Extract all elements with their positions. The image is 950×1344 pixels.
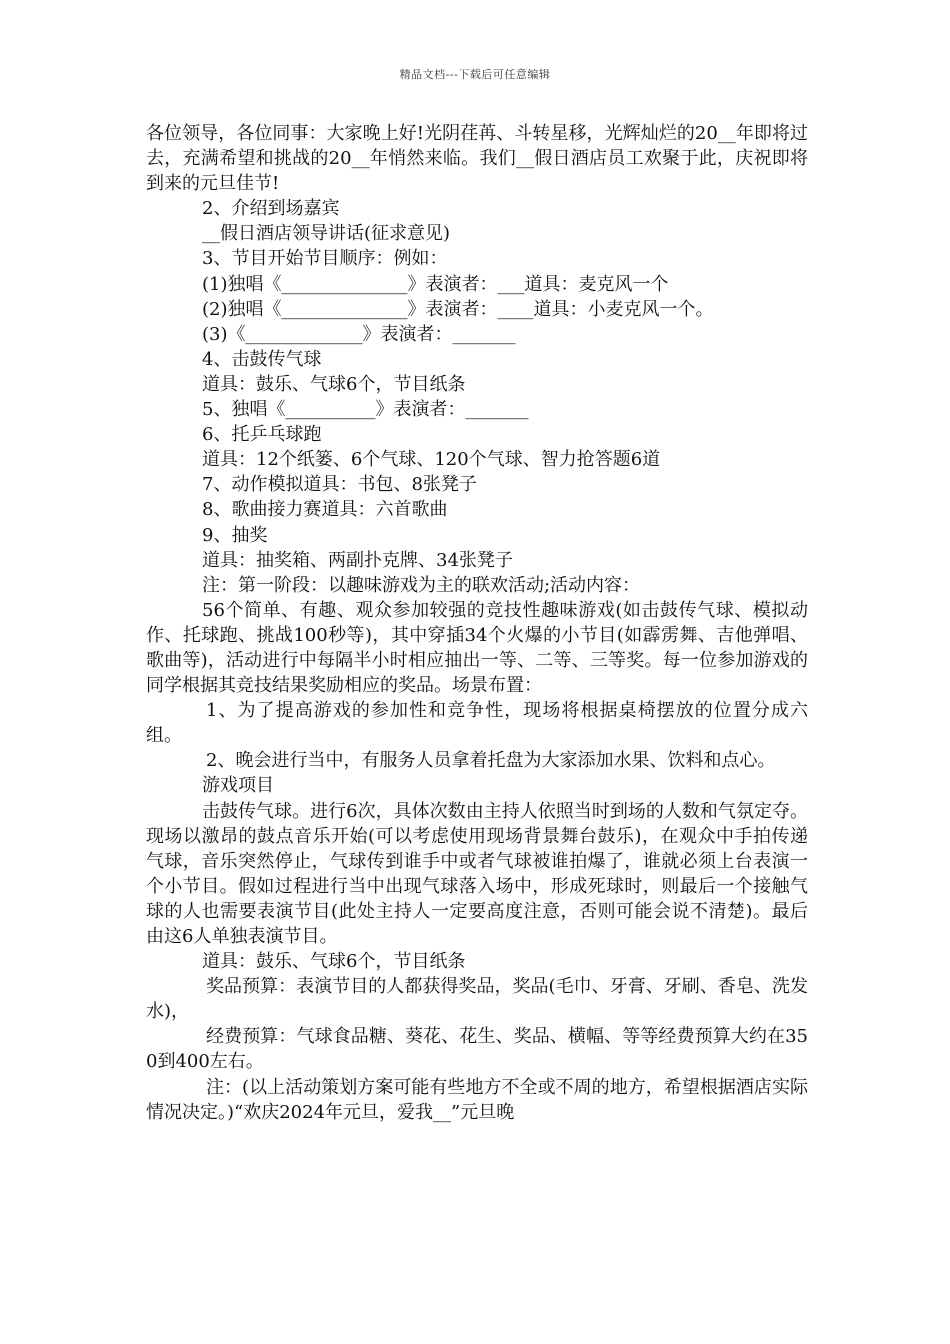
paragraph-item-6: 6、托乒乓球跑 [202, 424, 322, 446]
paragraph-drum-balloon: 击鼓传气球。进行6次，具体次数由主持人依照当时到场的人数和气氛定夺。现场以激昂的鼓点音乐开始(可以考虑使用现场背景舞台鼓乐)，在观众中手拍传递气球，音乐突然停止，气球传到谁手中或者气球被谁拍爆了，谁就必须上台表演一个小节目。假如过程进行当中出现气球落入场中，形成死球时，则最后一个接触气球的人也需要表演节目(此处主持人一定要高度注意，否则可能会说不清楚)。最后由这6人单独表演节目。 [146, 800, 808, 947]
paragraph-expense-budget: 经费预算：气球食品糖、葵花、花生、奖品、横幅、等等经费预算大约在350到400左右。 [146, 1026, 808, 1073]
paragraph-props-4: 道具：鼓乐、气球6个，节目纸条 [202, 373, 466, 395]
paragraph-prize-budget: 奖品预算：表演节目的人都获得奖品，奖品(毛巾、牙膏、牙刷、香皂、洗发水)， [146, 976, 808, 1023]
paragraph-program-3: (3)《_____________》表演者：_______ [202, 323, 516, 345]
paragraph-item-3: 3、节目开始节目顺序：例如： [202, 248, 448, 270]
paragraph-leader-speech: __假日酒店领导讲话(征求意见) [202, 223, 451, 245]
paragraph-program-2: (2)独唱《______________》表演者：____道具：小麦克风一个。 [202, 298, 714, 320]
paragraph-props-6: 道具：12个纸篓、6个气球、120个气球、智力抢答题6道 [202, 449, 661, 471]
paragraph-scene-2: 2、晚会进行当中，有服务人员拿着托盘为大家添加水果、饮料和点心。 [206, 750, 776, 772]
paragraph-props-9: 道具：抽奖箱、两副扑克牌、34张凳子 [202, 549, 513, 571]
paragraph-scene-1: 1、为了提高游戏的参加性和竞争性，现场将根据桌椅摆放的位置分成六组。 [146, 700, 808, 747]
paragraph-item-4: 4、击鼓传气球 [202, 348, 322, 370]
paragraph-greeting: 各位领导，各位同事：大家晚上好!光阴荏苒、斗转星移，光辉灿烂的20__年即将过去，充满希望和挑战的20__年悄然来临。我们__假日酒店员工欢聚于此，庆祝即将到来的元旦佳节! [146, 123, 808, 195]
paragraph-item-7: 7、动作模拟道具：书包、8张凳子 [202, 474, 477, 496]
paragraph-item-9: 9、抽奖 [202, 524, 268, 546]
paragraph-final-note: 注：(以上活动策划方案可能有些地方不全或不周的地方，希望根据酒店实际情况决定。)“欢庆2024年元旦，爱我__”元旦晚 [146, 1076, 808, 1123]
paragraph-drum-props: 道具：鼓乐、气球6个，节目纸条 [202, 951, 466, 973]
paragraph-program-1: (1)独唱《______________》表演者：___道具：麦克风一个 [202, 273, 669, 295]
paragraph-item-5: 5、独唱《__________》表演者：_______ [202, 399, 529, 421]
paragraph-games-heading: 游戏项目 [202, 775, 274, 797]
paragraph-item-2: 2、介绍到场嘉宾 [202, 198, 340, 220]
paragraph-item-8: 8、歌曲接力赛道具：六首歌曲 [202, 499, 448, 521]
paragraph-activity-content: 56个简单、有趣、观众参加较强的竞技性趣味游戏(如击鼓传气球、模拟动作、托球跑、挑战100秒等)，其中穿插34个火爆的小节目(如霹雳舞、吉他弹唱、歌曲等)，活动进行中每隔半小时相应抽出一等、二等、三等奖。每一位参加游戏的同学根据其竞技结果奖励相应的奖品。场景布置： [146, 599, 808, 697]
paragraph-note-stage-1: 注：第一阶段：以趣味游戏为主的联欢活动;活动内容： [202, 574, 641, 596]
page-header: 精品文档---下载后可任意编辑 [399, 68, 551, 81]
document-body [146, 121, 808, 1125]
